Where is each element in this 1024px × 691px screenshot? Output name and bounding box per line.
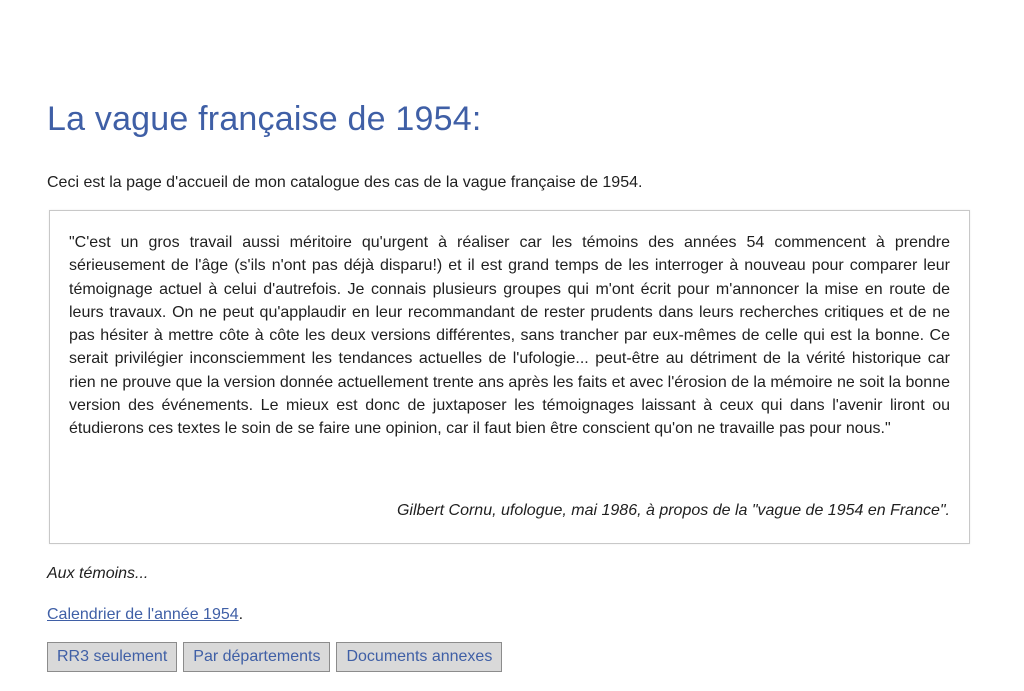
departments-button[interactable]: Par départements — [183, 642, 330, 672]
quote-text: "C'est un gros travail aussi méritoire qu'urgent à réaliser car les témoins des années 54 commencent à prendre sérieusement de l'âge (s'ils n'ont pas déjà disparu!) et il est grand temps de les interroger à nouveau pour comparer leur témoignage actuel à celui d'autrefois. Je connais plusieurs groupes qui m'ont écrit pour m'annoncer la mise en route de leurs travaux. On ne peut qu'applaudir en leur recommandant de rester prudents dans leurs recherches critiques et de ne pas hésiter à mettre côte à côte les deux versions différentes, sans trancher par eux-mêmes de celle qui est la bonne. Ce serait privilégier inconsciemment les tendances actuelles de l'ufologie... peut-être au détriment de la vérité historique car rien ne prouve que la version donnée actuellement trente ans après les faits et avec l'érosion de la mémoire ne soit la bonne version des événements. Le mieux est donc de juxtaposer les témoignages laissant à ceux qui dans l'avenir liront ou étudierons ces textes le soin de se faire une opinion, car il faut bien être conscient qu'on ne travaille pas pour nous." — [69, 234, 950, 438]
documents-button[interactable]: Documents annexes — [336, 642, 502, 672]
quote-author: Gilbert Cornu, ufologue, mai 1986, à propos de la "vague de 1954 en France". — [396, 502, 950, 519]
button-group — [47, 642, 502, 672]
calendar-suffix: . — [238, 606, 244, 623]
intro-text: Ceci est la page d'accueil de mon catalogue des cas de la vague française de 1954. — [47, 174, 643, 191]
page-title: La vague française de 1954: — [47, 100, 482, 138]
calendar-line — [47, 606, 243, 624]
calendar-link[interactable]: Calendrier de l'année 1954 — [47, 606, 239, 623]
rr3-button[interactable]: RR3 seulement — [47, 642, 177, 672]
witnesses-text: Aux témoins... — [47, 565, 149, 582]
quote-box — [49, 210, 970, 544]
